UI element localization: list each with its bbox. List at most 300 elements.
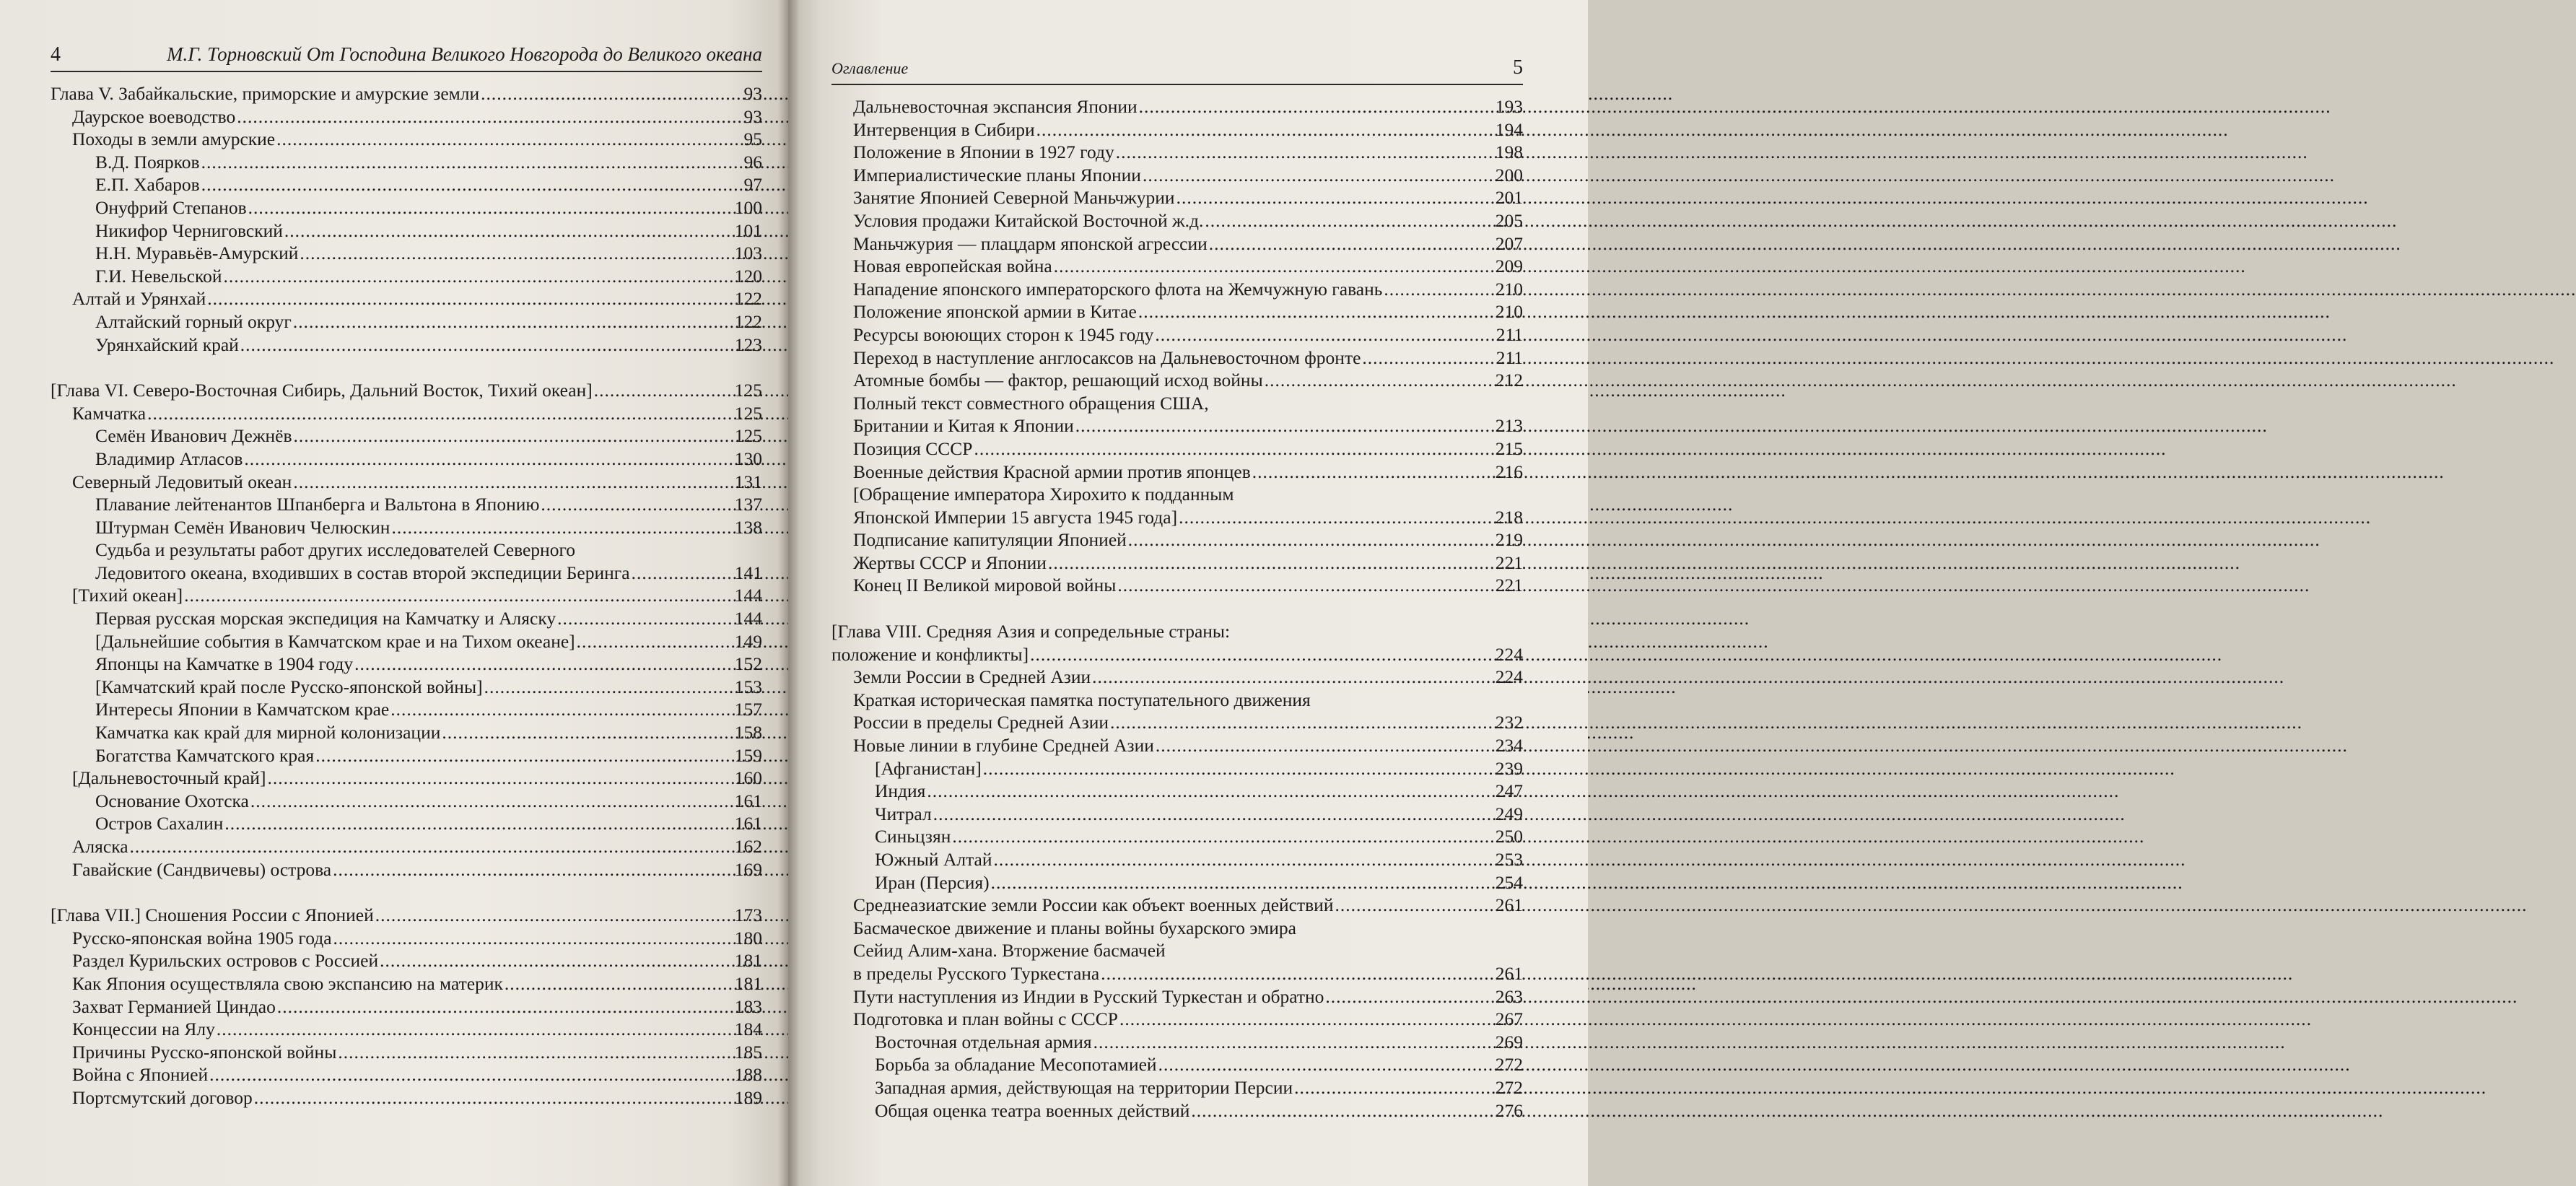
toc-entry — [831, 848, 1523, 871]
toc-entry-page-number: 93 — [743, 105, 762, 127]
dot-leader — [952, 825, 1493, 848]
toc-entry-page-number: 189 — [734, 1086, 762, 1108]
toc-entry-page-number: 100 — [734, 196, 762, 218]
toc-entry — [51, 653, 762, 676]
dot-leader — [1179, 506, 1494, 529]
toc-entry-page-number: 97 — [743, 174, 762, 196]
dot-leader — [237, 105, 742, 128]
toc-entry-title: Семён Иванович Дежнёв — [95, 425, 292, 447]
toc-entry-title: Концессии на Ялу — [72, 1019, 215, 1040]
toc-entry-page-number: 181 — [734, 950, 762, 972]
toc-entry-title: Жертвы СССР и Японии — [853, 551, 1047, 573]
toc-entry — [51, 1041, 762, 1064]
toc-entry-page-number: 125 — [734, 425, 762, 447]
toc-entry-page-number: 96 — [743, 151, 762, 173]
toc-entry — [51, 972, 762, 995]
toc-entry — [51, 562, 762, 585]
dot-leader — [254, 1086, 733, 1109]
dot-leader — [209, 1063, 733, 1086]
toc-entry — [51, 402, 762, 425]
left-running-head — [51, 43, 762, 72]
toc-entry-page-number: 263 — [1495, 985, 1523, 1007]
toc-entry-title: Восточная отдельная армия — [875, 1031, 1092, 1052]
toc-entry-title: Онуфрий Степанов — [95, 196, 247, 218]
toc-entry-title: В.Д. Поярков — [95, 151, 200, 173]
toc-entry-title: Общая оценка театра военных действий — [875, 1099, 1190, 1121]
toc-entry — [51, 1086, 762, 1109]
toc-entry-page-number: 276 — [1495, 1099, 1523, 1121]
dot-leader — [1176, 186, 1494, 209]
toc-entry-page-number: 234 — [1495, 735, 1523, 756]
right-page — [788, 0, 1588, 1186]
dot-leader — [577, 630, 733, 653]
dot-leader — [333, 858, 733, 881]
toc-entry-page-number: 212 — [1495, 370, 1523, 391]
toc-entry-title: Переход в наступление англосаксов на Дальневосточном фронте — [853, 346, 1361, 368]
toc-entry-page-number: 209 — [1495, 256, 1523, 277]
toc-entry-title: [Камчатский край после Русско-японской войны] — [95, 676, 483, 697]
toc-entry-page-number: 183 — [734, 995, 762, 1017]
toc-entry-page-number: 138 — [734, 516, 762, 538]
toc-entry — [831, 1099, 1523, 1122]
toc-entry — [831, 917, 1523, 940]
toc-entry — [51, 698, 762, 721]
toc-entry-title: Маньчжурия — плацдарм японской агрессии — [853, 232, 1208, 254]
toc-entry-page-number: 185 — [734, 1041, 762, 1063]
dot-leader — [1205, 209, 1493, 232]
dot-leader — [1117, 574, 1493, 597]
toc-entry — [51, 927, 762, 950]
dot-leader — [1209, 232, 1494, 256]
toc-entry — [51, 379, 762, 402]
toc-entry-title: [Дальневосточный край] — [72, 767, 266, 789]
dot-leader — [250, 790, 733, 813]
toc-entry-page-number: 101 — [734, 219, 762, 241]
dot-leader — [201, 173, 743, 196]
toc-entry-title: Причины Русско-японской войны — [72, 1041, 337, 1063]
toc-entry-title: [Глава VI. Северо-Восточная Сибирь, Дальний Восток, Тихий океан] — [51, 380, 593, 401]
toc-entry-page-number: 216 — [1495, 461, 1523, 482]
toc-entry-page-number: 218 — [1495, 506, 1523, 528]
toc-entry-title: [Дальнейшие события в Камчатском крае и на Тихом океане] — [95, 630, 575, 652]
toc-entry — [51, 105, 762, 128]
toc-entry — [51, 835, 762, 858]
toc-entry — [831, 278, 1523, 301]
dot-leader — [217, 1018, 733, 1041]
toc-entry-page-number: 247 — [1495, 780, 1523, 802]
toc-entry — [51, 128, 762, 151]
dot-leader — [1191, 1099, 1493, 1122]
section-spacer — [51, 356, 762, 379]
toc-entry-page-number: 159 — [734, 744, 762, 766]
dot-leader — [974, 437, 1494, 461]
toc-entry — [51, 721, 762, 744]
toc-entry — [51, 584, 762, 607]
dot-leader — [1116, 141, 1494, 164]
dot-leader — [1362, 346, 1494, 370]
toc-entry-title: [Глава VII.] Сношения России с Японией — [51, 904, 374, 926]
toc-entry — [831, 369, 1523, 392]
toc-entry-page-number: 200 — [1495, 164, 1523, 186]
dot-leader — [293, 471, 733, 494]
dot-leader — [1092, 666, 1494, 689]
toc-entry — [51, 310, 762, 333]
toc-entry — [831, 232, 1523, 256]
toc-entry-title: Индия — [875, 780, 926, 802]
toc-entry-title: Походы в земли амурские — [72, 128, 276, 150]
dot-leader — [1030, 643, 1494, 666]
toc-entry-page-number: 162 — [734, 836, 762, 857]
dot-leader — [1335, 894, 1493, 917]
toc-entry-page-number: 125 — [734, 380, 762, 401]
dot-leader — [390, 698, 733, 721]
toc-entry — [831, 95, 1523, 118]
toc-entry — [51, 448, 762, 471]
dot-leader — [276, 128, 742, 151]
dot-leader — [1294, 1076, 1494, 1099]
toc-entry-title: Алтай и Урянхай — [72, 288, 206, 310]
toc-entry — [51, 607, 762, 630]
dot-leader — [375, 904, 733, 927]
dot-leader — [1139, 95, 1494, 118]
dot-leader — [1075, 414, 1494, 437]
toc-entry-title: Пути наступления из Индии в Русский Туркестан и обратно — [853, 985, 1324, 1007]
toc-entry-page-number: 103 — [734, 243, 762, 264]
dot-leader — [391, 516, 733, 539]
dot-leader — [1036, 118, 1494, 141]
toc-entry-page-number: 239 — [1495, 757, 1523, 779]
toc-entry-page-number: 194 — [1495, 118, 1523, 140]
toc-entry-title: Условия продажи Китайской Восточной ж.д. — [853, 209, 1204, 231]
toc-entry-title: Богатства Камчатского края — [95, 744, 315, 766]
toc-entry-title: Положение японской армии в Китае — [853, 301, 1137, 323]
toc-entry-page-number: 198 — [1495, 141, 1523, 163]
toc-entry-page-number: 122 — [734, 288, 762, 310]
dot-leader — [338, 1041, 733, 1064]
toc-entry — [831, 461, 1523, 484]
toc-entry-title: положение и конфликты] — [831, 643, 1029, 665]
toc-entry — [51, 493, 762, 516]
toc-entry-page-number: 153 — [734, 676, 762, 697]
toc-entry-page-number: 125 — [734, 402, 762, 424]
toc-entry — [51, 676, 762, 699]
dot-leader — [1252, 461, 1494, 484]
toc-entry-title: Н.Н. Муравьёв-Амурский — [95, 243, 299, 264]
dot-leader — [300, 242, 733, 265]
dot-leader — [315, 744, 733, 767]
toc-entry-page-number: 157 — [734, 699, 762, 720]
toc-entry-title: Полный текст совместного обращения США, — [853, 392, 1209, 414]
toc-entry — [831, 186, 1523, 209]
toc-entry-page-number: 205 — [1495, 209, 1523, 231]
dot-leader — [632, 562, 733, 585]
toc-entry-page-number: 160 — [734, 767, 762, 789]
toc-entry-page-number: 210 — [1495, 278, 1523, 300]
left-table-of-contents — [51, 82, 762, 1109]
toc-entry-page-number: 180 — [734, 927, 762, 949]
dot-leader — [184, 584, 733, 607]
dot-leader — [284, 219, 733, 243]
toc-entry-page-number: 224 — [1495, 643, 1523, 665]
toc-entry-title: Глава V. Забайкальские, приморские и амурские земли — [51, 83, 480, 104]
dot-leader — [293, 310, 733, 333]
toc-entry-page-number: 161 — [734, 790, 762, 811]
toc-entry — [51, 949, 762, 972]
toc-entry — [51, 333, 762, 357]
toc-entry-page-number: 120 — [734, 265, 762, 287]
toc-entry — [831, 734, 1523, 757]
toc-entry-title: Первая русская морская экспедиция на Камчатку и Аляску — [95, 608, 556, 629]
dot-leader — [1158, 1053, 1494, 1076]
toc-entry — [831, 803, 1523, 826]
dot-leader — [248, 196, 733, 219]
toc-entry — [831, 689, 1523, 712]
toc-entry — [831, 757, 1523, 780]
toc-entry-title: [Глава VIII. Средняя Азия и сопредельные страны: — [831, 621, 1231, 642]
toc-entry-title: Положение в Японии в 1927 году — [853, 141, 1114, 163]
dot-leader — [1048, 551, 1494, 575]
toc-entry-page-number: 131 — [734, 471, 762, 492]
dot-leader — [224, 812, 733, 835]
dot-leader — [927, 780, 1493, 803]
toc-entry — [831, 209, 1523, 232]
toc-entry-title: Новые линии в глубине Средней Азии — [853, 735, 1154, 756]
dot-leader — [933, 803, 1494, 826]
toc-entry — [831, 894, 1523, 917]
dot-leader — [594, 379, 733, 402]
dot-leader — [354, 653, 733, 676]
dot-leader — [1110, 711, 1494, 734]
toc-entry-title: Захват Германией Циндао — [72, 995, 276, 1017]
toc-entry-title: [Тихий океан] — [72, 585, 183, 606]
toc-entry-page-number: 141 — [734, 562, 762, 583]
toc-entry — [831, 118, 1523, 141]
toc-entry — [51, 744, 762, 767]
toc-entry-title: Синьцзян — [875, 826, 951, 847]
toc-entry — [51, 539, 762, 562]
toc-entry-page-number: 144 — [734, 585, 762, 606]
dot-leader — [1138, 300, 1494, 323]
toc-entry-title: Урянхайский край — [95, 333, 239, 355]
toc-entry — [831, 620, 1523, 643]
dot-leader — [1155, 323, 1494, 346]
toc-entry-title: Основание Охотска — [95, 790, 249, 811]
toc-entry — [831, 506, 1523, 529]
toc-entry — [51, 82, 762, 105]
dot-leader — [1054, 255, 1494, 278]
toc-entry-title: Атомные бомбы — фактор, решающий исход войны — [853, 370, 1263, 391]
toc-entry-title: Остров Сахалин — [95, 813, 224, 834]
toc-entry-title: Камчатка как край для мирной колонизации — [95, 722, 441, 744]
toc-entry-page-number: 169 — [734, 858, 762, 880]
right-page-number: 5 — [1513, 56, 1523, 79]
toc-entry — [831, 551, 1523, 575]
toc-entry-title: Русско-японская война 1905 года — [72, 927, 332, 949]
toc-entry-title: Портсмутский договор — [72, 1086, 253, 1108]
toc-entry-title: [Обращение императора Хирохито к подданным — [853, 484, 1234, 505]
dot-leader — [557, 607, 733, 630]
dot-leader — [541, 493, 733, 516]
toc-entry-page-number: 261 — [1495, 894, 1523, 916]
toc-entry — [51, 630, 762, 653]
toc-entry-title: Военные действия Красной армии против японцев — [853, 461, 1251, 482]
toc-entry — [831, 666, 1523, 689]
toc-entry — [831, 825, 1523, 848]
toc-entry-title: Японцы на Камчатке в 1904 году — [95, 653, 354, 675]
toc-entry-page-number: 149 — [734, 630, 762, 652]
dot-leader — [1384, 278, 1493, 301]
toc-entry-title: Ледовитого океана, входивших в состав второй экспедиции Беринга — [95, 562, 630, 583]
dot-leader — [380, 949, 733, 972]
toc-entry-title: Раздел Курильских островов с Россией — [72, 950, 379, 972]
dot-leader — [1101, 962, 1494, 985]
toc-entry — [831, 871, 1523, 894]
toc-entry-title: Северный Ледовитый океан — [72, 471, 292, 492]
toc-entry-title: Судьба и результаты работ других исследователей Северного — [95, 539, 576, 561]
toc-entry-page-number: 254 — [1495, 871, 1523, 893]
toc-entry-title: Алтайский горный округ — [95, 310, 292, 332]
toc-entry-page-number: 123 — [734, 333, 762, 355]
dot-leader — [293, 424, 733, 448]
toc-entry-page-number: 161 — [734, 813, 762, 834]
dot-leader — [1265, 369, 1494, 392]
toc-entry-page-number: 137 — [734, 494, 762, 515]
toc-entry — [831, 528, 1523, 551]
toc-entry — [51, 265, 762, 288]
toc-entry-page-number: 184 — [734, 1019, 762, 1040]
toc-entry — [51, 196, 762, 219]
dot-leader — [130, 835, 733, 858]
toc-entry — [51, 173, 762, 196]
toc-entry — [831, 437, 1523, 461]
toc-entry-title: Е.П. Хабаров — [95, 174, 200, 196]
toc-entry-title: Никифор Черниговский — [95, 219, 283, 241]
toc-entry-title: Занятие Японией Северной Маньчжурии — [853, 187, 1175, 209]
toc-entry — [51, 516, 762, 539]
toc-entry-title: Интересы Японии в Камчатском крае — [95, 699, 390, 720]
toc-entry — [51, 1063, 762, 1086]
dot-leader — [277, 995, 733, 1019]
dot-leader — [484, 676, 733, 699]
toc-entry-page-number: 249 — [1495, 803, 1523, 824]
dot-leader — [1128, 528, 1494, 551]
toc-entry-page-number: 211 — [1496, 323, 1523, 345]
toc-entry — [51, 219, 762, 243]
toc-entry-title: Подписание капитуляции Японией — [853, 529, 1127, 551]
dot-leader — [240, 333, 733, 357]
toc-entry-title: Иран (Персия) — [875, 871, 990, 893]
toc-entry-page-number: 250 — [1495, 826, 1523, 847]
toc-entry-page-number: 193 — [1495, 96, 1523, 117]
toc-entry — [831, 392, 1523, 415]
toc-entry-title: Ресурсы воюющих сторон к 1945 году — [853, 323, 1154, 345]
toc-entry-title: Новая европейская война — [853, 256, 1052, 277]
toc-entry-page-number: 122 — [734, 310, 762, 332]
dot-leader — [1093, 1031, 1494, 1054]
toc-entry-title: Среднеазиатские земли России как объект военных действий — [853, 894, 1334, 916]
dot-leader — [983, 757, 1494, 780]
toc-entry — [51, 424, 762, 448]
dot-leader — [333, 927, 733, 950]
toc-entry-title: Западная армия, действующая на территории Персии — [875, 1076, 1293, 1098]
toc-entry-title: Конец II Великой мировой войны — [853, 575, 1117, 596]
toc-entry-title: Нападение японского императорского флота на Жемчужную гавань — [853, 278, 1383, 300]
toc-entry — [831, 711, 1523, 734]
toc-entry-title: Басмаческое движение и планы войны бухарского эмира — [853, 917, 1296, 938]
right-table-of-contents — [831, 95, 1523, 1122]
toc-entry — [831, 255, 1523, 278]
section-spacer — [831, 597, 1523, 620]
toc-entry — [51, 1018, 762, 1041]
dot-leader — [505, 972, 733, 995]
toc-entry-title: [Афганистан] — [875, 757, 982, 779]
toc-entry-page-number: 173 — [734, 904, 762, 926]
toc-entry-page-number: 93 — [743, 83, 762, 104]
section-spacer — [51, 881, 762, 904]
toc-entry-page-number: 152 — [734, 653, 762, 675]
toc-entry — [831, 1076, 1523, 1099]
toc-entry-title: Камчатка — [72, 402, 147, 424]
toc-entry — [831, 483, 1523, 506]
dot-leader — [201, 151, 743, 174]
left-page — [0, 0, 788, 1186]
toc-entry — [51, 767, 762, 790]
toc-entry-title: Война с Японией — [72, 1064, 209, 1086]
toc-entry — [831, 300, 1523, 323]
dot-leader — [224, 265, 733, 288]
toc-entry-page-number: 253 — [1495, 849, 1523, 870]
toc-entry-title: Аляска — [72, 836, 128, 857]
left-page-number: 4 — [51, 43, 61, 66]
book-title-running-head: М.Г. Торновский От Господина Великого Новгорода до Великого океана — [167, 43, 762, 65]
toc-entry-title: Южный Алтай — [875, 849, 992, 870]
toc-entry — [51, 995, 762, 1019]
toc-entry-page-number: 221 — [1495, 551, 1523, 573]
toc-entry-title: Дальневосточная экспансия Японии — [853, 96, 1138, 117]
toc-entry-page-number: 221 — [1495, 575, 1523, 596]
dot-leader — [1156, 734, 1494, 757]
dot-leader — [1143, 164, 1494, 187]
toc-entry — [51, 790, 762, 813]
toc-entry — [831, 414, 1523, 437]
toc-entry-title: Владимир Атласов — [95, 448, 243, 469]
toc-entry — [831, 141, 1523, 164]
toc-entry — [831, 323, 1523, 346]
dot-leader — [991, 871, 1494, 894]
toc-entry-title: Интервенция в Сибири — [853, 118, 1035, 140]
toc-entry-page-number: 130 — [734, 448, 762, 469]
toc-entry — [51, 904, 762, 927]
toc-entry-page-number: 215 — [1495, 437, 1523, 459]
toc-entry — [831, 985, 1523, 1008]
toc-entry — [831, 1031, 1523, 1054]
dot-leader — [267, 767, 733, 790]
toc-entry — [51, 858, 762, 881]
toc-entry-page-number: 269 — [1495, 1031, 1523, 1052]
toc-entry-page-number: 272 — [1495, 1076, 1523, 1098]
toc-entry-title: Подготовка и план войны с СССР — [853, 1008, 1118, 1030]
toc-entry-page-number: 181 — [734, 972, 762, 994]
toc-entry-title: Читрал — [875, 803, 932, 824]
toc-entry-title: Даурское воеводство — [72, 105, 236, 127]
dot-leader — [481, 82, 742, 105]
toc-entry — [831, 643, 1523, 666]
toc-entry — [51, 287, 762, 310]
toc-entry — [831, 962, 1523, 985]
toc-entry-title: Сейид Алим-хана. Вторжение басмачей — [853, 940, 1166, 962]
toc-entry-page-number: 210 — [1495, 301, 1523, 323]
toc-entry — [831, 939, 1523, 962]
